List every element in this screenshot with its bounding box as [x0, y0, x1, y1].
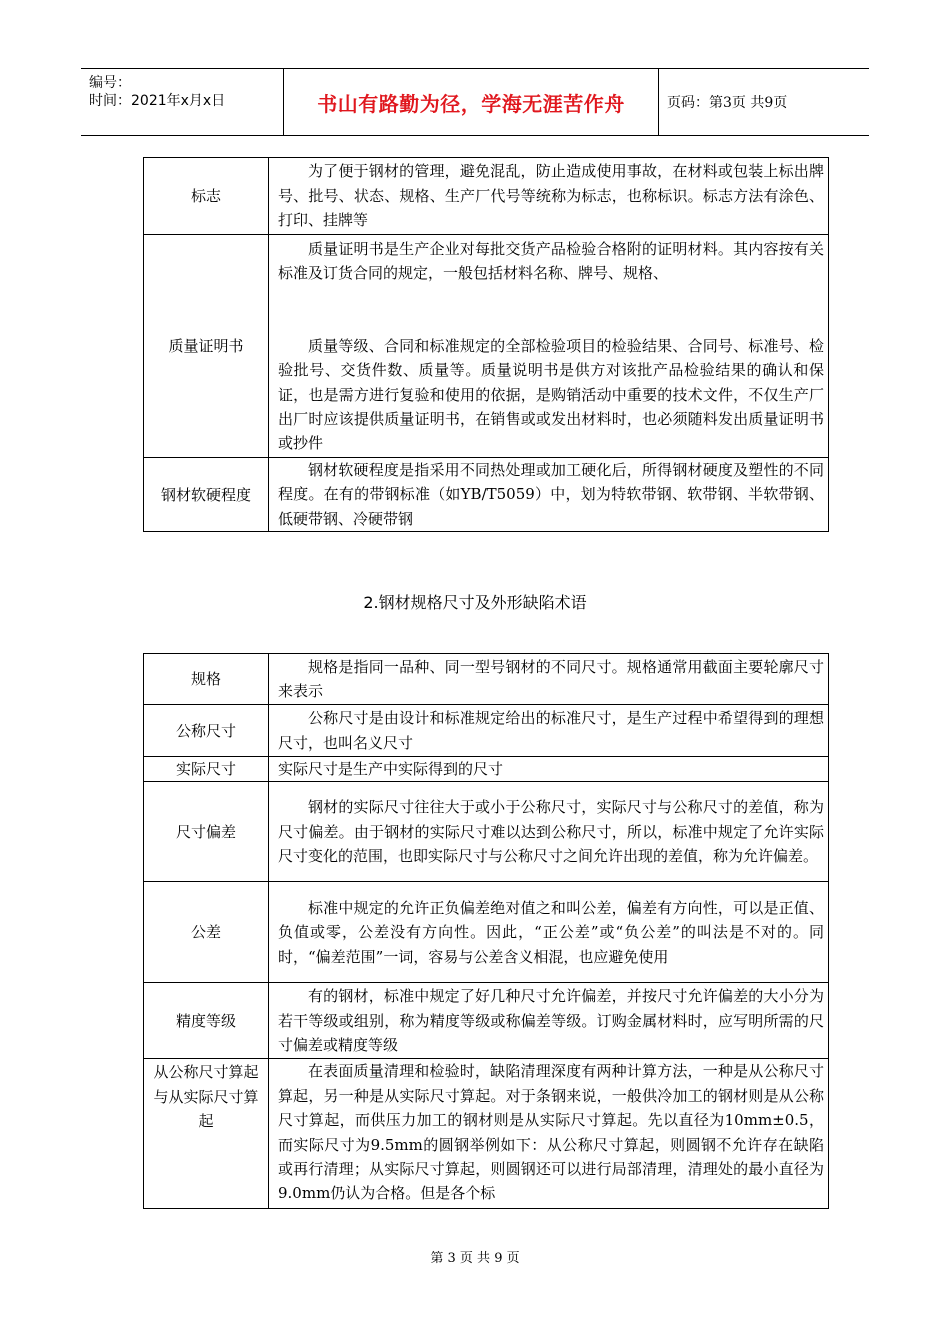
definition-text: 有的钢材，标准中规定了好几种尺寸允许偏差，并按尺寸允许偏差的大小分为若干等级或组别，称为精度等级或称偏差等级。订购金属材料时，应写明所需的尺寸偏差或精度等级 — [278, 987, 824, 1055]
term-cell: 钢材软硬程度 — [144, 458, 269, 532]
definition-text: 为了便于钢材的管理，避免混乱，防止造成使用事故，在材料或包装上标出牌号、批号、状态、规格、生产厂代号等统称为标志，也称标识。标志方法有涂色、打印、挂牌等 — [278, 162, 824, 230]
term-cell: 从公称尺寸算起与从实际尺寸算起 — [144, 1059, 269, 1209]
table-row — [144, 158, 829, 235]
terms-table-1 — [143, 157, 829, 532]
term-cell: 实际尺寸 — [144, 757, 269, 782]
definition-cell — [269, 158, 829, 235]
table-row — [144, 782, 829, 882]
term-cell: 公称尺寸 — [144, 705, 269, 757]
definition-text: 实际尺寸是生产中实际得到的尺寸 — [278, 760, 504, 778]
table-row — [144, 757, 829, 782]
date-label: 时间：2021年x月x日 — [89, 93, 226, 109]
definition-text: 质量等级、合同和标准规定的全部检验项目的检验结果、合同号、标准号、检验批号、交货件数、质量等。质量说明书是供方对该批产品检验结果的确认和保证，也是需方进行复验和使用的依据，是购销活动中重要的技术文件，不仅生产厂出厂时应该提供质量证明书，在销售或或发出材料时，也必须随料发出质量证明书或抄件 — [278, 336, 824, 453]
number-label: 编号： — [89, 75, 131, 91]
header-meta — [81, 69, 281, 135]
table-row — [144, 458, 829, 532]
term-cell: 质量证明书 — [144, 235, 269, 458]
header-motto: 书山有路勤为径，学海无涯苦作舟 — [283, 69, 659, 135]
definition-cell — [269, 983, 829, 1059]
terms-table-2 — [143, 653, 829, 1209]
table-row — [144, 1059, 829, 1209]
term-cell: 精度等级 — [144, 983, 269, 1059]
table-row — [144, 882, 829, 983]
page-footer: 第 3 页 共 9 页 — [430, 1251, 520, 1266]
term-cell: 公差 — [144, 882, 269, 983]
header-page-label: 页码：第3页 共9页 — [667, 95, 788, 111]
term-cell: 尺寸偏差 — [144, 782, 269, 882]
table-row — [144, 983, 829, 1059]
definition-cell — [269, 1059, 829, 1209]
definition-text: 钢材的实际尺寸往往大于或小于公称尺寸，实际尺寸与公称尺寸的差值，称为尺寸偏差。由于钢材的实际尺寸难以达到公称尺寸，所以，标准中规定了允许实际尺寸变化的范围，也即实际尺寸与公称尺寸之间允许出现的差值，称为允许偏差。 — [278, 798, 824, 866]
definition-text: 在表面质量清理和检验时，缺陷清理深度有两种计算方法，一种是从公称尺寸算起，另一种是从实际尺寸算起。对于条钢来说，一般供冷加工的钢材则是从公称尺寸算起，而供压力加工的钢材则是从实际尺寸算起。先以直径为10mm±0.5，而实际尺寸为9.5mm的圆钢举例如下：从公称尺寸算起，则圆钢不允许存在缺陷或再行清理；从实际尺寸算起，则圆钢还可以进行局部清理，清理处的最小直径为9.0mm仍认为合格。但是各个标 — [278, 1062, 824, 1203]
section-title: 2.钢材规格尺寸及外形缺陷术语 — [363, 593, 587, 612]
definition-cell — [269, 705, 829, 757]
page-header — [81, 68, 869, 136]
definition-text: 公称尺寸是由设计和标准规定给出的标准尺寸，是生产过程中希望得到的理想尺寸，也叫名义尺寸 — [278, 709, 824, 752]
table-row — [144, 235, 829, 458]
definition-cell — [269, 235, 829, 458]
table-row — [144, 654, 829, 705]
term-cell: 标志 — [144, 158, 269, 235]
table-row — [144, 705, 829, 757]
definition-text: 规格是指同一品种、同一型号钢材的不同尺寸。规格通常用截面主要轮廓尺寸来表示 — [278, 657, 824, 700]
definition-cell — [269, 882, 829, 983]
definition-cell — [269, 654, 829, 705]
definition-text: 钢材软硬程度是指采用不同热处理或加工硬化后，所得钢材硬度及塑性的不同程度。在有的带钢标准（如YB/T5059）中，划为特软带钢、软带钢、半软带钢、低硬带钢、冷硬带钢 — [278, 461, 824, 528]
term-cell: 规格 — [144, 654, 269, 705]
definition-text: 质量证明书是生产企业对每批交货产品检验合格附的证明材料。其内容按有关标准及订货合同的规定，一般包括材料名称、牌号、规格、 — [278, 240, 824, 283]
definition-cell — [269, 782, 829, 882]
definition-cell — [269, 757, 829, 782]
definition-cell — [269, 458, 829, 532]
definition-text: 标准中规定的允许正负偏差绝对值之和叫公差，偏差有方向性，可以是正值、负值或零，公差没有方向性。因此，“正公差”或“负公差”的叫法是不对的。同时，“偏差范围”一词，容易与公差含义相混，也应避免使用 — [278, 898, 824, 966]
